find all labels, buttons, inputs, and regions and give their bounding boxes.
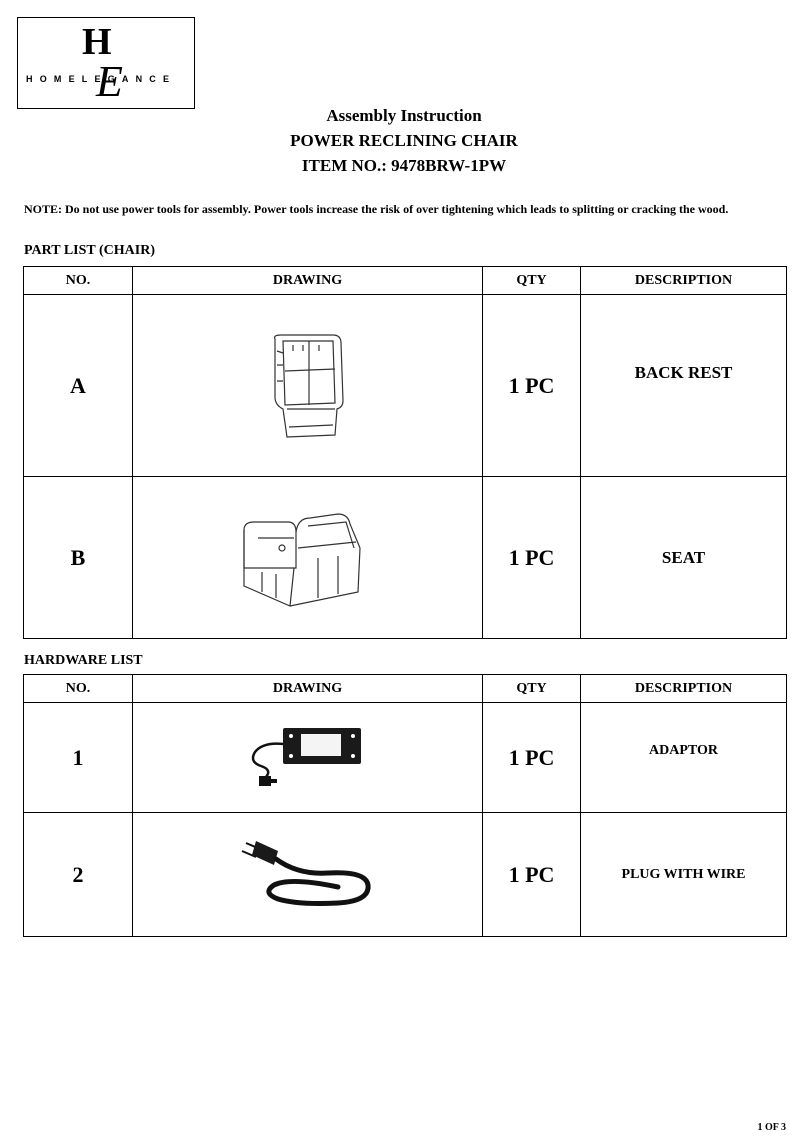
hardware-description: ADAPTOR bbox=[581, 703, 787, 813]
table-row bbox=[24, 703, 787, 813]
hardware-drawing bbox=[133, 813, 483, 937]
part-list-table bbox=[23, 266, 787, 639]
item-number: ITEM NO.: 9478BRW-1PW bbox=[301, 156, 507, 175]
part-description: BACK REST bbox=[581, 295, 787, 477]
doc-title: Assembly Instruction bbox=[326, 106, 482, 125]
logo-wordmark: HOMELEGANCE bbox=[26, 74, 177, 84]
col-no: NO. bbox=[24, 267, 133, 295]
hardware-no: 2 bbox=[24, 813, 133, 937]
hardware-qty: 1 PC bbox=[483, 703, 581, 813]
table-row bbox=[24, 295, 787, 477]
hardware-qty: 1 PC bbox=[483, 813, 581, 937]
col-drawing: DRAWING bbox=[133, 675, 483, 703]
part-description: SEAT bbox=[581, 477, 787, 639]
table-row bbox=[24, 477, 787, 639]
col-drawing: DRAWING bbox=[133, 267, 483, 295]
adaptor-drawing-icon bbox=[243, 722, 373, 794]
logo-h: H bbox=[82, 21, 110, 63]
homelegance-logo bbox=[17, 17, 195, 109]
col-qty: QTY bbox=[483, 675, 581, 703]
part-no: B bbox=[24, 477, 133, 639]
backrest-drawing-icon bbox=[263, 331, 353, 441]
hardware-list-table bbox=[23, 674, 787, 937]
product-name: POWER RECLINING CHAIR bbox=[290, 131, 518, 150]
assembly-note: NOTE: Do not use power tools for assembly. Power tools increase the risk of over tightening which leads to splitting or cracking the wood. bbox=[24, 202, 729, 216]
plug-wire-drawing-icon bbox=[238, 835, 378, 915]
hardware-list-title: HARDWARE LIST bbox=[24, 653, 143, 668]
part-list-title: PART LIST (CHAIR) bbox=[24, 243, 155, 258]
page-number: 1 OF 3 bbox=[757, 1122, 786, 1133]
table-row bbox=[24, 813, 787, 937]
hardware-description: PLUG WITH WIRE bbox=[581, 813, 787, 937]
part-qty: 1 PC bbox=[483, 295, 581, 477]
hardware-no: 1 bbox=[24, 703, 133, 813]
hardware-drawing bbox=[133, 703, 483, 813]
part-list-header-row bbox=[24, 267, 787, 295]
part-drawing bbox=[133, 477, 483, 639]
col-qty: QTY bbox=[483, 267, 581, 295]
part-no: A bbox=[24, 295, 133, 477]
col-description: DESCRIPTION bbox=[581, 267, 787, 295]
part-qty: 1 PC bbox=[483, 477, 581, 639]
seat-drawing-icon bbox=[238, 508, 378, 608]
hardware-list-header-row bbox=[24, 675, 787, 703]
part-drawing bbox=[133, 295, 483, 477]
col-no: NO. bbox=[24, 675, 133, 703]
col-description: DESCRIPTION bbox=[581, 675, 787, 703]
logo-e: E bbox=[96, 57, 123, 106]
